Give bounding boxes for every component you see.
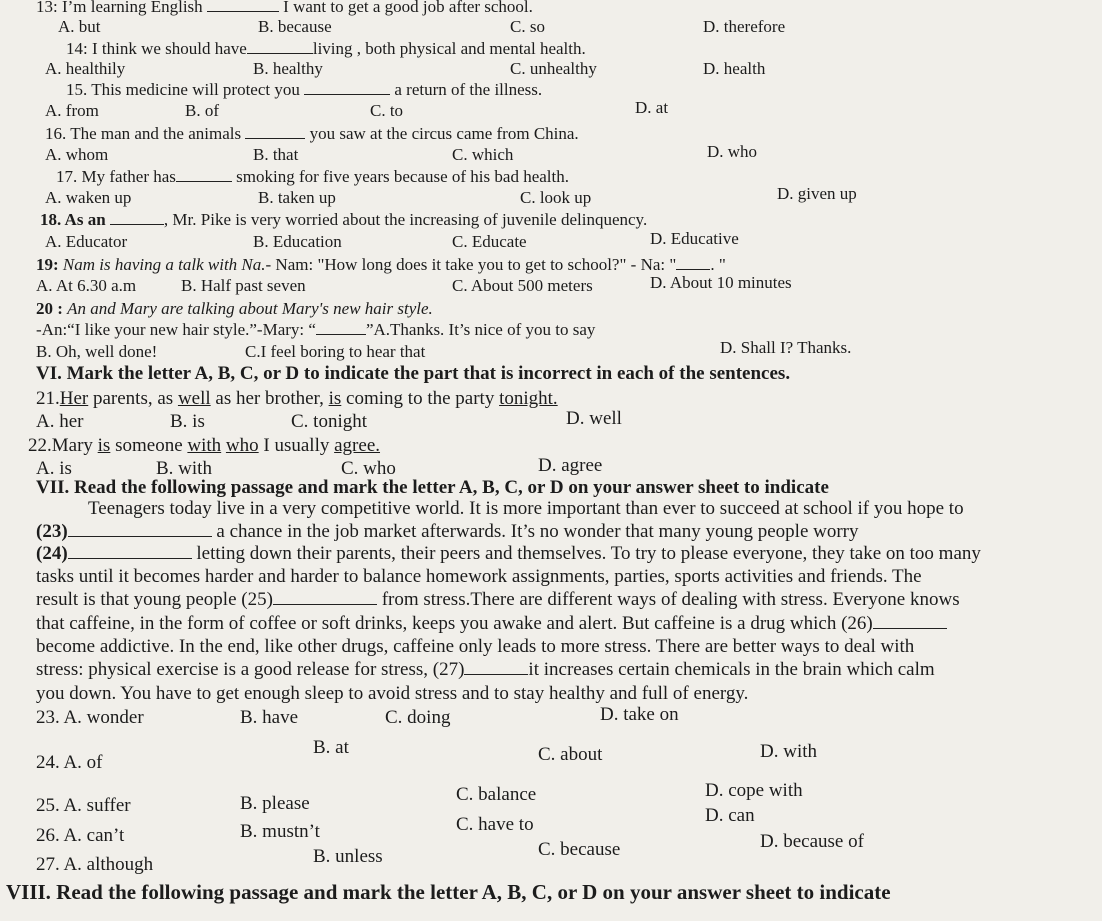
option-d: D. who xyxy=(707,142,758,161)
option-b: B. Half past seven xyxy=(181,276,306,295)
answer-blank xyxy=(68,544,192,559)
option-a: A. healthily xyxy=(45,59,126,78)
option-c: C. doing xyxy=(385,707,451,728)
section-8-heading: VIII. Read the following passage and mark the letter A, B, C, or D on your answer sheet to indicate xyxy=(6,880,891,904)
option-b: B. that xyxy=(253,145,299,164)
section-7-heading: VII. Read the following passage and mark the letter A, B, C, or D on your answer sheet to indicate xyxy=(36,477,829,498)
option-b: B. is xyxy=(170,411,205,432)
option-c: C. because xyxy=(538,839,621,860)
option-d: D. at xyxy=(635,98,669,117)
option-b: B. healthy xyxy=(253,59,323,78)
option-b: B. unless xyxy=(313,846,383,867)
q21-sentence: 21.Her parents, as well as her brother, is coming to the party tonight. xyxy=(36,388,558,409)
section-6-heading: VI. Mark the letter A, B, C, or D to indicate the part that is incorrect in each of the sentences. xyxy=(36,363,791,384)
answer-blank xyxy=(464,660,528,675)
option-c: C. balance xyxy=(456,784,537,805)
option-d: D. take on xyxy=(600,704,679,725)
q20-stem: 20 : An and Mary are talking about Mary's new hair style. xyxy=(36,299,433,318)
option-b: B. have xyxy=(240,707,299,728)
passage-line: you down. You have to get enough sleep to avoid stress and to stay healthy and full of energy. xyxy=(36,683,749,704)
option-c: C. have to xyxy=(456,814,534,835)
option-c: C. Educate xyxy=(452,232,527,251)
option-c: C. to xyxy=(370,101,404,120)
passage-line: stress: physical exercise is a good release for stress, (27) it increases certain chemicals in the brain which calm xyxy=(36,659,935,680)
option-c: C. tonight xyxy=(291,411,368,432)
answer-blank xyxy=(273,590,377,605)
option-b: B. please xyxy=(240,793,310,814)
answer-blank xyxy=(676,255,710,270)
q22-sentence: 22.Mary is someone with who I usually agree. xyxy=(28,435,381,456)
option-c: C.I feel boring to hear that xyxy=(245,342,426,361)
option-c: C. unhealthy xyxy=(510,59,597,78)
option-a: 23. A. wonder xyxy=(36,707,144,728)
option-c: C. About 500 meters xyxy=(452,276,593,295)
option-b: B. Oh, well done! xyxy=(36,342,158,361)
answer-blank xyxy=(207,0,279,12)
option-b: B. of xyxy=(185,101,219,120)
option-a: A. whom xyxy=(45,145,109,164)
answer-blank xyxy=(247,39,313,54)
option-a: A. her xyxy=(36,411,84,432)
answer-blank xyxy=(176,167,232,182)
option-d: D. cope with xyxy=(705,780,803,801)
option-b: B. at xyxy=(313,737,349,758)
passage-line: Teenagers today live in a very competitive world. It is more important than ever to succeed at school if you hope to xyxy=(88,498,964,519)
option-a: A. At 6.30 a.m xyxy=(36,276,137,295)
option-d: D. Educative xyxy=(650,229,739,248)
q13-stem: 13: I’m learning English I want to get a good job after school. xyxy=(36,0,533,17)
option-c: C. which xyxy=(452,145,514,164)
option-d: D. agree xyxy=(538,455,603,476)
option-a: A. but xyxy=(58,17,101,36)
option-b: B. mustn’t xyxy=(240,821,320,842)
option-b: B. with xyxy=(156,458,212,479)
answer-blank xyxy=(245,124,305,139)
option-a: A. from xyxy=(45,101,99,120)
option-c: C. who xyxy=(341,458,396,479)
option-b: B. because xyxy=(258,17,332,36)
option-a: A. Educator xyxy=(45,232,128,251)
option-d: D. can xyxy=(705,805,755,826)
option-c: C. about xyxy=(538,744,603,765)
passage-line: that caffeine, in the form of coffee or soft drinks, keeps you awake and alert. But caffeine is a drug which (26) xyxy=(36,614,947,634)
answer-blank xyxy=(316,320,366,335)
option-d: D. well xyxy=(566,408,622,429)
option-d: D. health xyxy=(703,59,766,78)
option-b: B. Education xyxy=(253,232,342,251)
option-c: C. look up xyxy=(520,188,592,207)
passage-line: become addictive. In the end, like other drugs, caffeine only leads to more stress. There are better ways to deal with xyxy=(36,636,915,657)
option-d: D. therefore xyxy=(703,17,786,36)
option-c: C. so xyxy=(510,17,545,36)
passage-line: tasks until it becomes harder and harder to balance homework assignments, parties, sports activities and friends. The xyxy=(36,566,922,587)
q20-dialogue: -An:“I like your new hair style.”-Mary: “ ”A.Thanks. It’s nice of you to say xyxy=(36,320,596,339)
option-d: D. with xyxy=(760,741,817,762)
passage-line: (24) letting down their parents, their peers and themselves. To try to please everyone, they take on too many xyxy=(36,543,981,564)
option-a: A. is xyxy=(36,458,72,479)
q19-stem: 19: Nam is having a talk with Na.- Nam: "How long does it take you to get to school?" - Na: " . " xyxy=(36,255,726,274)
option-d: D. because of xyxy=(760,831,864,852)
passage-line: result is that young people (25) from stress.There are different ways of dealing with stress. Everyone knows xyxy=(36,589,960,610)
q14-stem: 14: I think we should have living , both physical and mental health. xyxy=(66,39,586,58)
q15-stem: 15. This medicine will protect you a return of the illness. xyxy=(66,80,543,99)
option-d: D. About 10 minutes xyxy=(650,273,792,292)
option-d: D. given up xyxy=(777,184,857,203)
option-a: A. waken up xyxy=(45,188,132,207)
q16-stem: 16. The man and the animals you saw at the circus came from China. xyxy=(45,124,579,143)
q17-stem: 17. My father has smoking for five years because of his bad health. xyxy=(56,167,569,186)
answer-blank xyxy=(873,614,947,629)
option-b: B. taken up xyxy=(258,188,336,207)
answer-blank xyxy=(110,210,164,225)
passage-line: (23) a chance in the job market afterwards. It’s no wonder that many young people worry xyxy=(36,521,859,542)
q18-stem: 18. As an , Mr. Pike is very worried about the increasing of juvenile delinquency. xyxy=(40,210,648,229)
option-a: 27. A. although xyxy=(36,854,154,875)
option-a: 25. A. suffer xyxy=(36,795,131,816)
answer-blank xyxy=(304,80,390,95)
option-a: 24. A. of xyxy=(36,752,103,773)
option-a: 26. A. can’t xyxy=(36,825,125,846)
answer-blank xyxy=(68,522,212,537)
option-d: D. Shall I? Thanks. xyxy=(720,338,852,357)
